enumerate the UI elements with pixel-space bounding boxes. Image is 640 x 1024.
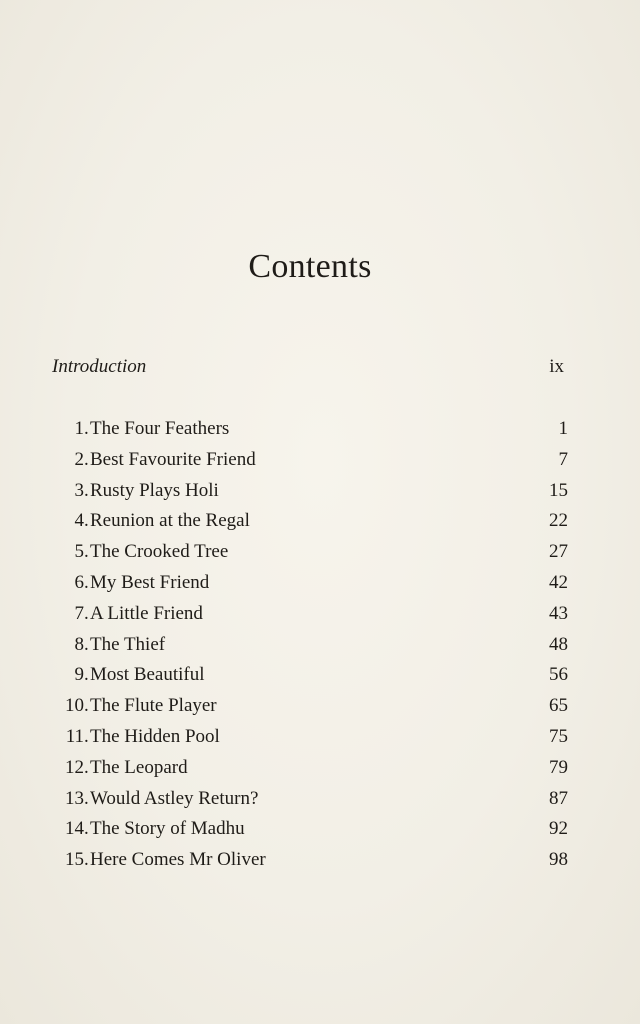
- chapter-number: 4: [74, 510, 84, 532]
- chapter-number: 3: [74, 479, 84, 501]
- chapter-number: 10: [65, 695, 84, 717]
- toc-entry: [56, 691, 568, 722]
- chapter-number: 14: [65, 818, 84, 840]
- chapter-page-number: 48: [549, 633, 568, 655]
- chapter-title: Best Favourite Friend: [90, 448, 256, 470]
- toc-entry: [56, 414, 568, 445]
- chapter-title: Would Astley Return?: [90, 787, 259, 809]
- chapter-title: The Flute Player: [90, 695, 217, 717]
- chapter-number: 5: [74, 541, 84, 563]
- chapter-number-period: .: [84, 633, 89, 655]
- toc-entry: [56, 537, 568, 568]
- toc-entry: [56, 476, 568, 507]
- toc-entry: [56, 599, 568, 630]
- chapter-title: A Little Friend: [90, 602, 203, 624]
- toc-entry-introduction: [52, 356, 568, 382]
- chapter-number: 9: [74, 664, 84, 686]
- chapter-number-period: .: [84, 541, 89, 563]
- introduction-label: Introduction: [52, 356, 147, 377]
- chapter-number-period: .: [84, 695, 89, 717]
- chapter-number: 12: [65, 756, 84, 778]
- chapter-number-period: .: [84, 510, 89, 532]
- chapter-page-number: 15: [549, 479, 568, 501]
- chapter-title: Most Beautiful: [90, 664, 205, 686]
- chapter-number-period: .: [84, 664, 89, 686]
- page-title: Contents: [248, 248, 372, 285]
- chapter-number: 6: [74, 571, 84, 593]
- toc-entry: [56, 753, 568, 784]
- toc-entry: [56, 722, 568, 753]
- chapter-title: Rusty Plays Holi: [90, 479, 219, 501]
- chapter-title: Reunion at the Regal: [90, 510, 250, 532]
- chapter-page-number: 42: [549, 571, 568, 593]
- chapter-title: My Best Friend: [90, 571, 210, 593]
- chapter-title: The Four Feathers: [90, 418, 230, 439]
- chapter-page-number: 56: [549, 664, 568, 686]
- toc-entry: [56, 445, 568, 476]
- chapter-page-number: 22: [549, 510, 568, 532]
- chapter-number-period: .: [84, 849, 89, 871]
- chapter-page-number: 87: [549, 787, 568, 809]
- chapter-page-number: 75: [549, 725, 568, 747]
- table-of-contents: [56, 414, 568, 876]
- chapter-title: The Hidden Pool: [90, 725, 220, 747]
- chapter-page-number: 79: [549, 756, 568, 778]
- chapter-number: 15: [65, 849, 84, 871]
- chapter-number: 1: [74, 418, 84, 439]
- chapter-page-number: 1: [558, 418, 568, 439]
- chapter-number: 13: [65, 787, 84, 809]
- chapter-title: The Crooked Tree: [90, 541, 229, 563]
- toc-entry: [56, 630, 568, 661]
- chapter-number: 7: [74, 602, 84, 624]
- chapter-page-number: 43: [549, 602, 568, 624]
- toc-entry: [56, 568, 568, 599]
- toc-entry: [56, 784, 568, 815]
- chapter-number-period: .: [84, 571, 89, 593]
- chapter-title: The Thief: [90, 633, 166, 655]
- chapter-page-number: 65: [549, 695, 568, 717]
- chapter-number: 8: [74, 633, 84, 655]
- toc-entry: [56, 506, 568, 537]
- toc-entry: [56, 845, 568, 876]
- chapter-title: Here Comes Mr Oliver: [90, 849, 266, 871]
- introduction-page-number: ix: [549, 356, 564, 377]
- toc-entry: [56, 814, 568, 845]
- chapter-title: The Story of Madhu: [90, 818, 245, 840]
- chapter-number-period: .: [84, 787, 89, 809]
- chapter-number-period: .: [84, 479, 89, 501]
- chapter-number-period: .: [84, 756, 89, 778]
- chapter-number-period: .: [84, 818, 89, 840]
- chapter-number-period: .: [84, 418, 89, 439]
- chapter-page-number: 98: [549, 849, 568, 871]
- chapter-page-number: 27: [549, 541, 568, 563]
- chapter-number: 2: [74, 448, 84, 470]
- chapter-page-number: 92: [549, 818, 568, 840]
- chapter-number-period: .: [84, 602, 89, 624]
- chapter-number-period: .: [84, 448, 89, 470]
- chapter-number-period: .: [84, 725, 89, 747]
- chapter-title: The Leopard: [90, 756, 188, 778]
- chapter-number: 11: [65, 725, 84, 747]
- toc-entry: [56, 660, 568, 691]
- chapter-page-number: 7: [558, 448, 568, 470]
